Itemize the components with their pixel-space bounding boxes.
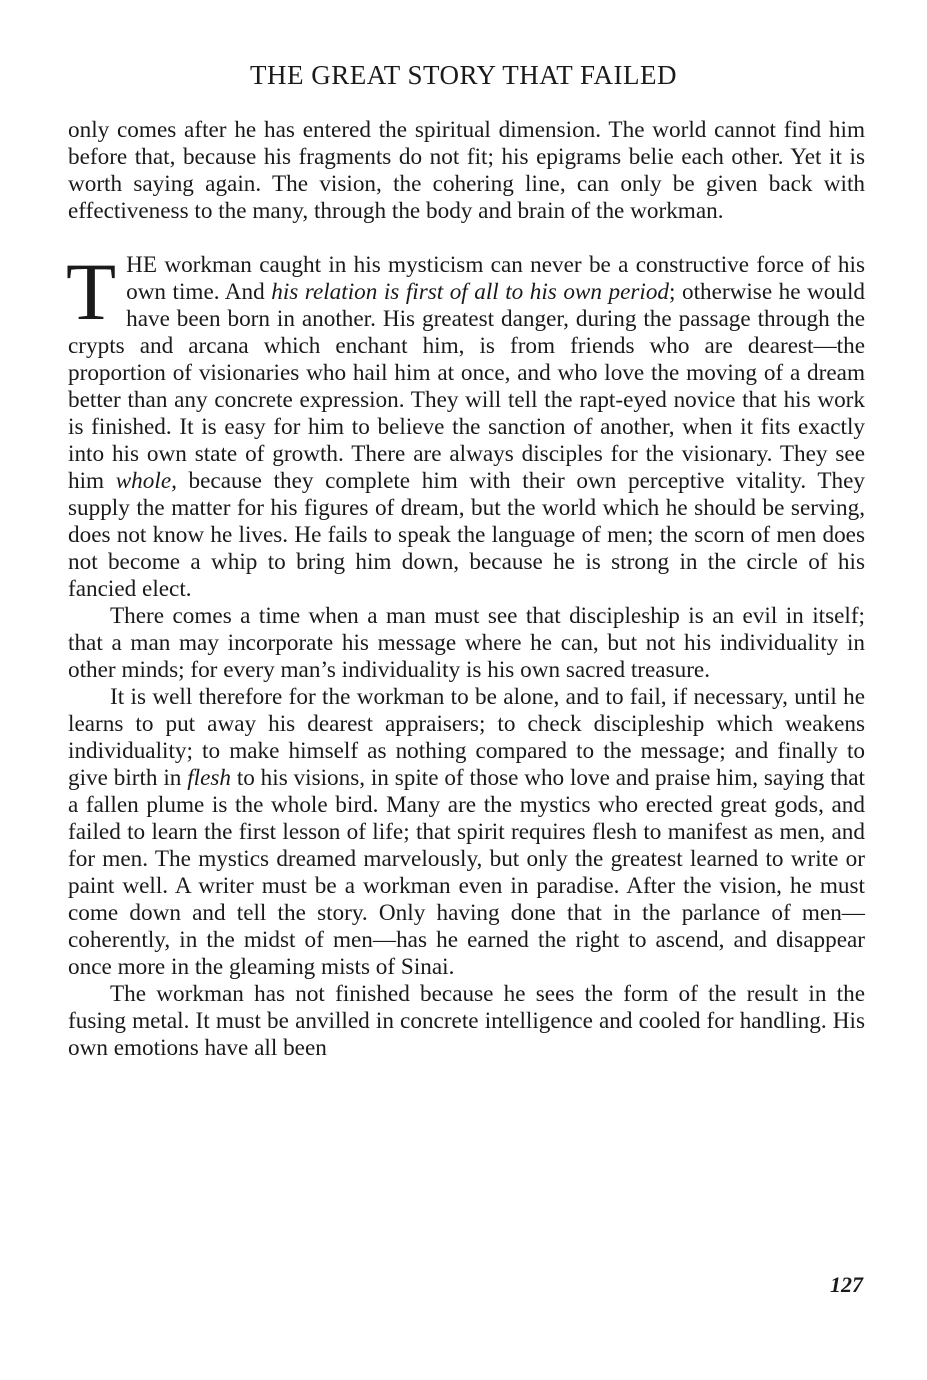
paragraph [68,684,865,981]
paragraph: There comes a time when a man must see that discipleship is an evil in itself; that a man may incorporate his message where he can, but not his individuality in other minds; for every man’s individuality is his own sacred treasure. [68,603,865,683]
paragraph-dropcap [66,246,866,603]
text-run: ; otherwise he would have been born in another. His greatest danger, during the passage through the crypts and arcana which enchant him, is from friends who are dearest—the proportion of visionaries who hail him at once, and who love the moving of a dream better than any concrete expression. They will tell the rapt-eyed novice that his work is finished. It is easy for him to believe the sanction of another, when it fits exactly into his own state of growth. There are always disciples for the visionary. They see him [68,279,865,494]
paragraph: The workman has not finished because he sees the form of the result in the fusing metal. It must be anvilled in concrete intelligence and cooled for handling. His own emotions have all been [68,981,865,1061]
drop-cap: T [66,246,117,337]
italic-run: whole, [115,468,177,494]
paragraph-continued: only comes after he has entered the spiritual dimension. The world cannot find him before that, because his fragments do not fit; his epigrams belie each other. Yet it is worth saying again. The vision, the cohering line, can only be given back with effectiveness to the many, through the body and brain of the workman. [68,117,865,224]
page-number: 127 [830,1272,863,1297]
running-head: THE GREAT STORY THAT FAILED [249,60,678,90]
italic-run: his relation is first of all to his own period [271,279,670,305]
lead-in: HE [126,252,158,278]
body-text [68,117,865,1062]
text-run: It is well therefore for the workman to be alone, and to fail, if necessary, until he learns to put away his dearest appraisers; to check discipleship which weakens individuality; to make himself as nothing compared to the message; and finally to give birth in [68,684,865,791]
italic-run: flesh [187,765,231,791]
text-run: to his visions, in spite of those who love and praise him, saying that a fallen plume is the whole bird. Many are the mystics who erected great gods, and failed to learn the first lesson of life; that spirit requires flesh to manifest as men, and for men. The mystics dreamed marvelously, but only the greatest learned to write or paint well. A writer must be a workman even in paradise. After the vision, he must come down and tell the story. Only having done that in the parlance of men—coherently, in the midst of men—has he earned the right to ascend, and disappear once more in the gleaming mists of Sinai. [68,765,865,980]
text-run: workman caught in his mysticism can never be a constructive force of his own time. And [126,252,865,305]
text-run: because they complete him with their own perceptive vitality. They supply the matter for his figures of dream, but the world which he should be serving, does not know he lives. He fails to speak the language of men; the scorn of men does not become a whip to bring him down, because he is strong in the circle of his fancied elect. [68,468,866,602]
